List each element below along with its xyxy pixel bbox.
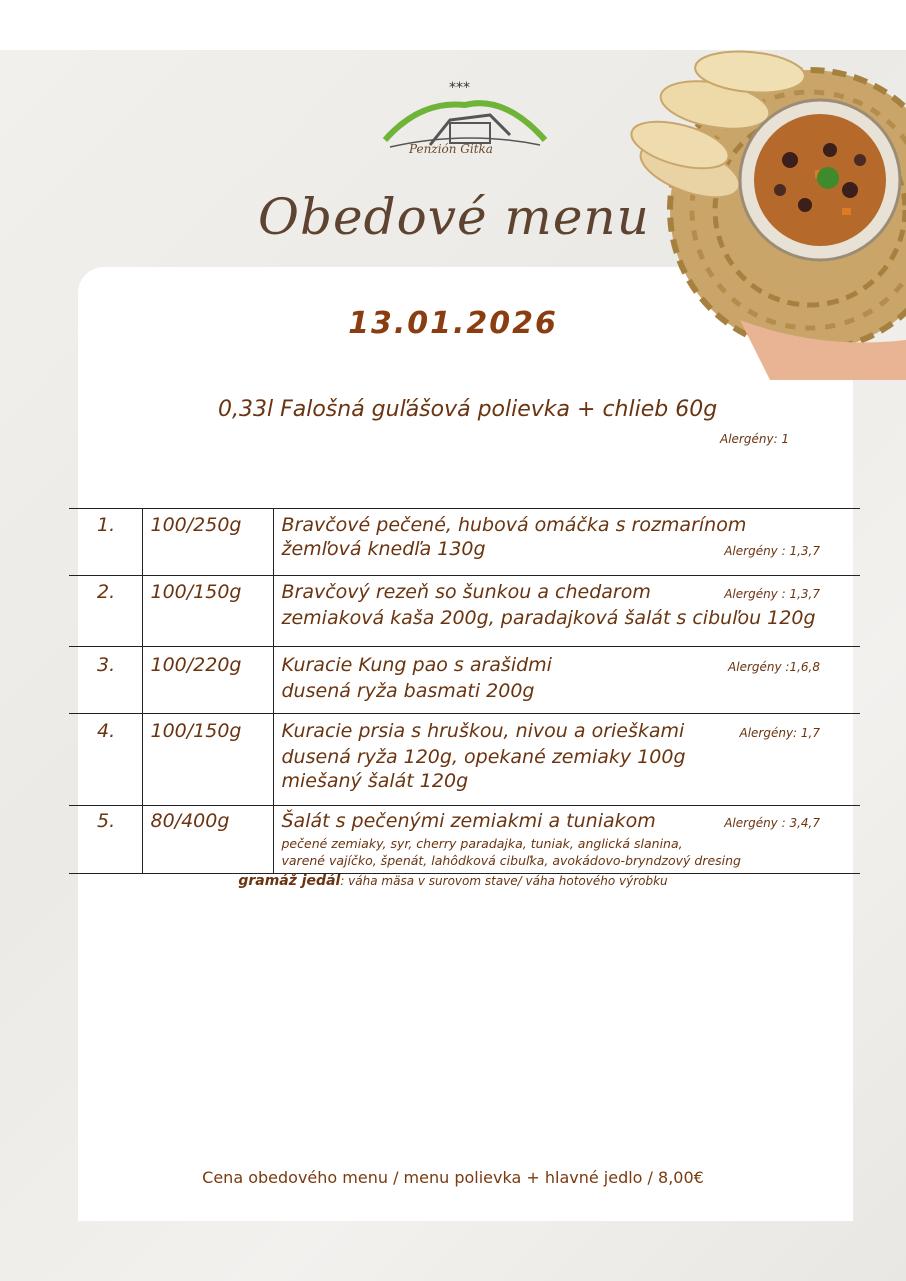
item-number: 1. — [69, 509, 142, 576]
dish-line: dusená ryža 120g, opekané zemiaky 100g — [281, 746, 686, 768]
weight-note-label: gramáž jedál — [238, 873, 341, 889]
item-dish — [273, 647, 860, 714]
dish-detail: pečené zemiaky, syr, cherry paradajka, tuniak, anglická slanina, — [281, 836, 683, 851]
menu-table — [69, 508, 860, 874]
item-number: 5. — [69, 806, 142, 874]
menu-row — [69, 806, 860, 874]
item-number: 3. — [69, 647, 142, 714]
item-weight: 100/250g — [142, 509, 273, 576]
item-allergens: Alergény : 1,3,7 — [724, 544, 820, 558]
item-allergens: Alergény :1,6,8 — [728, 660, 820, 674]
soup-allergens: Alergény: 1 — [720, 432, 790, 446]
dish-line: Bravčové pečené, hubová omáčka s rozmarínom — [281, 514, 747, 536]
menu-row — [69, 647, 860, 714]
item-dish — [273, 509, 860, 576]
logo-stars: *** — [449, 80, 470, 96]
soup-of-the-day: 0,33l Falošná guľášová polievka + chlieb 60g — [218, 397, 718, 422]
menu-row — [69, 576, 860, 647]
item-dish — [273, 576, 860, 647]
dish-line: Kuracie prsia s hruškou, nivou a orieškami — [281, 720, 685, 742]
weight-note — [0, 873, 906, 889]
item-dish — [273, 714, 860, 806]
item-allergens: Alergény : 1,3,7 — [724, 587, 820, 601]
dish-line: žemľová knedľa 130g — [281, 538, 486, 560]
dish-line: dusená ryža basmati 200g — [281, 680, 535, 702]
item-weight: 100/220g — [142, 647, 273, 714]
item-weight: 80/400g — [142, 806, 273, 874]
item-weight: 100/150g — [142, 714, 273, 806]
logo-name: Penzión Gitka — [409, 142, 493, 156]
dish-line: Bravčový rezeň so šunkou a chedarom — [281, 581, 651, 603]
dish-line: miešaný šalát 120g — [281, 770, 469, 792]
dish-detail: varené vajíčko, špenát, lahôdková cibuľka, avokádovo-bryndzový dresing — [281, 853, 741, 868]
item-dish — [273, 806, 860, 874]
menu-row — [69, 509, 860, 576]
item-number: 4. — [69, 714, 142, 806]
menu-price: Cena obedového menu / menu polievka + hlavné jedlo / 8,00€ — [202, 1168, 704, 1187]
item-allergens: Alergény: 1,7 — [739, 726, 820, 740]
item-allergens: Alergény : 3,4,7 — [724, 816, 820, 830]
penzion-logo — [380, 85, 550, 175]
menu-date: 13.01.2026 — [348, 306, 558, 341]
dish-line: Kuracie Kung pao s arašidmi — [281, 654, 552, 676]
dish-line: zemiaková kaša 200g, paradajková šalát s cibuľou 120g — [281, 607, 816, 629]
item-weight: 100/150g — [142, 576, 273, 647]
item-number: 2. — [69, 576, 142, 647]
weight-note-text: : váha mäsa v surovom stave/ váha hotového výrobku — [340, 874, 668, 888]
dish-line: Šalát s pečenými zemiakmi a tuniakom — [281, 810, 656, 832]
menu-row — [69, 714, 860, 806]
menu-title: Obedové menu — [258, 188, 650, 246]
